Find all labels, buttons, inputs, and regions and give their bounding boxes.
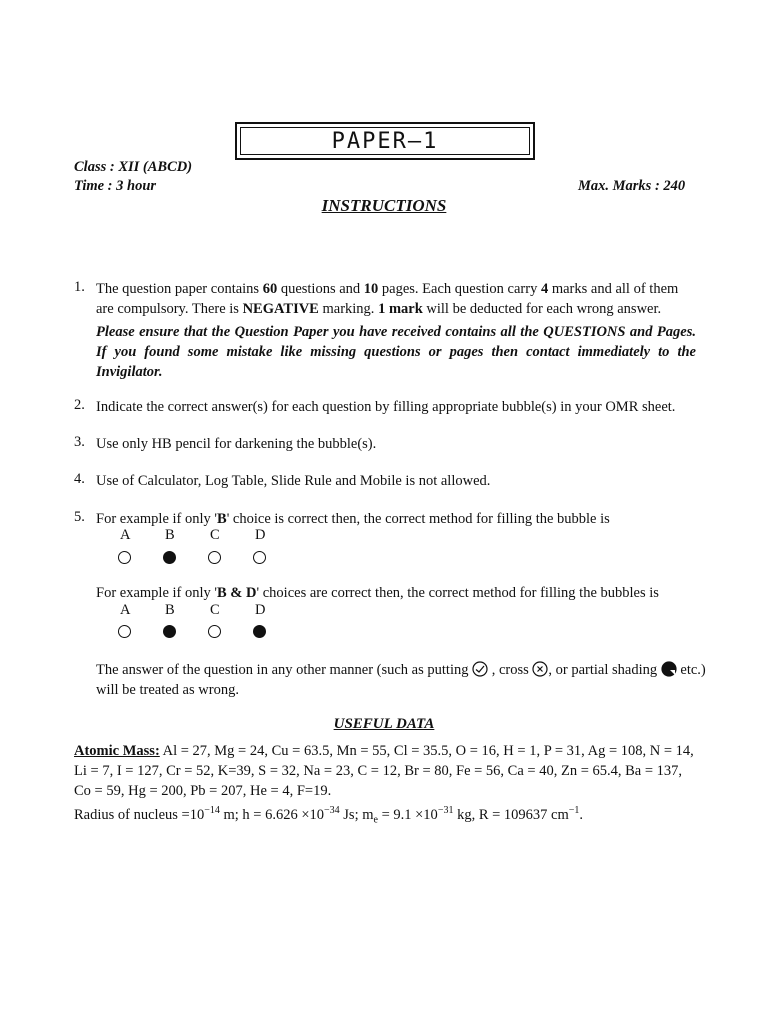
instruction-5-example-2: For example if only 'B & D' choices are correct then, the correct method for filling the bubbles is [96, 585, 659, 601]
item-number-4: 4. [74, 471, 85, 487]
choice-label-d: D [255, 602, 266, 618]
item-number-2: 2. [74, 397, 85, 413]
class-label: Class : XII (ABCD) [74, 159, 193, 175]
partial-shade-bubble-icon [661, 661, 677, 677]
wrong-method-note: The answer of the question in any other manner (such as putting , cross , or partial shading etc.) will be treated as wrong. [96, 662, 706, 698]
bubble-filled [163, 551, 176, 564]
atomic-mass-line-2: Li = 7, I = 127, Cr = 52, K=39, S = 32, Na = 23, C = 12, Br = 80, Fe = 56, Ca = 40, Zn = 65.4, Ba = 137, [74, 763, 683, 779]
title-box [235, 122, 535, 160]
constants-line: Radius of nucleus $=10^{-14}$ m; $h = 6.626 \times 10^{-34}$ Js; $m_e = 9.1 \times 10^{-31}$ kg, R = 109637 $cm^{-1}$. [74, 805, 584, 826]
paper-title: PAPER—1 [240, 127, 530, 155]
useful-data-heading: USEFUL DATA [333, 716, 435, 732]
instruction-5-example-1: For example if only 'B' choice is correct then, the correct method for filling the bubble is [96, 511, 610, 527]
bubble-empty [208, 625, 221, 638]
instruction-4: Use of Calculator, Log Table, Slide Rule and Mobile is not allowed. [96, 473, 491, 489]
choice-label-c: C [210, 602, 220, 618]
item-number-5: 5. [74, 509, 85, 525]
choice-label-a: A [120, 602, 131, 618]
item-number-3: 3. [74, 434, 85, 450]
choice-label-a: A [120, 527, 131, 543]
atomic-mass-label: Atomic Mass: [74, 743, 160, 759]
atomic-mass-line-3: Co = 59, Hg = 200, Pb = 207, He = 4, F=19. [74, 783, 332, 799]
cross-bubble-icon [532, 661, 548, 677]
instruction-2: Indicate the correct answer(s) for each question by filling appropriate bubble(s) in your OMR sheet. [96, 399, 676, 415]
bubble-filled [253, 625, 266, 638]
choice-label-d: D [255, 527, 266, 543]
atomic-mass-line-1: Al = 27, Mg = 24, Cu = 63.5, Mn = 55, Cl = 35.5, O = 16, H = 1, P = 31, Ag = 108, N = 14, [159, 743, 694, 759]
bubble-empty [208, 551, 221, 564]
item-number-1: 1. [74, 279, 85, 295]
instruction-3: Use only HB pencil for darkening the bubble(s). [96, 436, 377, 452]
instruction-1-note: Please ensure that the Question Paper you have received contains all the QUESTIONS and Pages. If you found some mistake like missing questions or pages then contact immediately to the Invigilator. [96, 324, 696, 380]
choice-label-b: B [165, 602, 175, 618]
instruction-1: The question paper contains 60 questions and 10 pages. Each question carry 4 marks and all of them are compulsory. There is NEGATIVE marking. 1 mark will be deducted for each wrong answer. [96, 281, 679, 317]
choice-label-b: B [165, 527, 175, 543]
instructions-heading: INSTRUCTIONS [321, 196, 447, 215]
bubble-empty [253, 551, 266, 564]
time-label: Time : 3 hour [74, 178, 157, 194]
tick-bubble-icon [472, 661, 488, 677]
bubble-filled [163, 625, 176, 638]
bubble-empty [118, 551, 131, 564]
bubble-empty [118, 625, 131, 638]
atomic-mass-block [74, 741, 714, 831]
choice-label-c: C [210, 527, 220, 543]
max-marks: Max. Marks : 240 [578, 178, 686, 194]
